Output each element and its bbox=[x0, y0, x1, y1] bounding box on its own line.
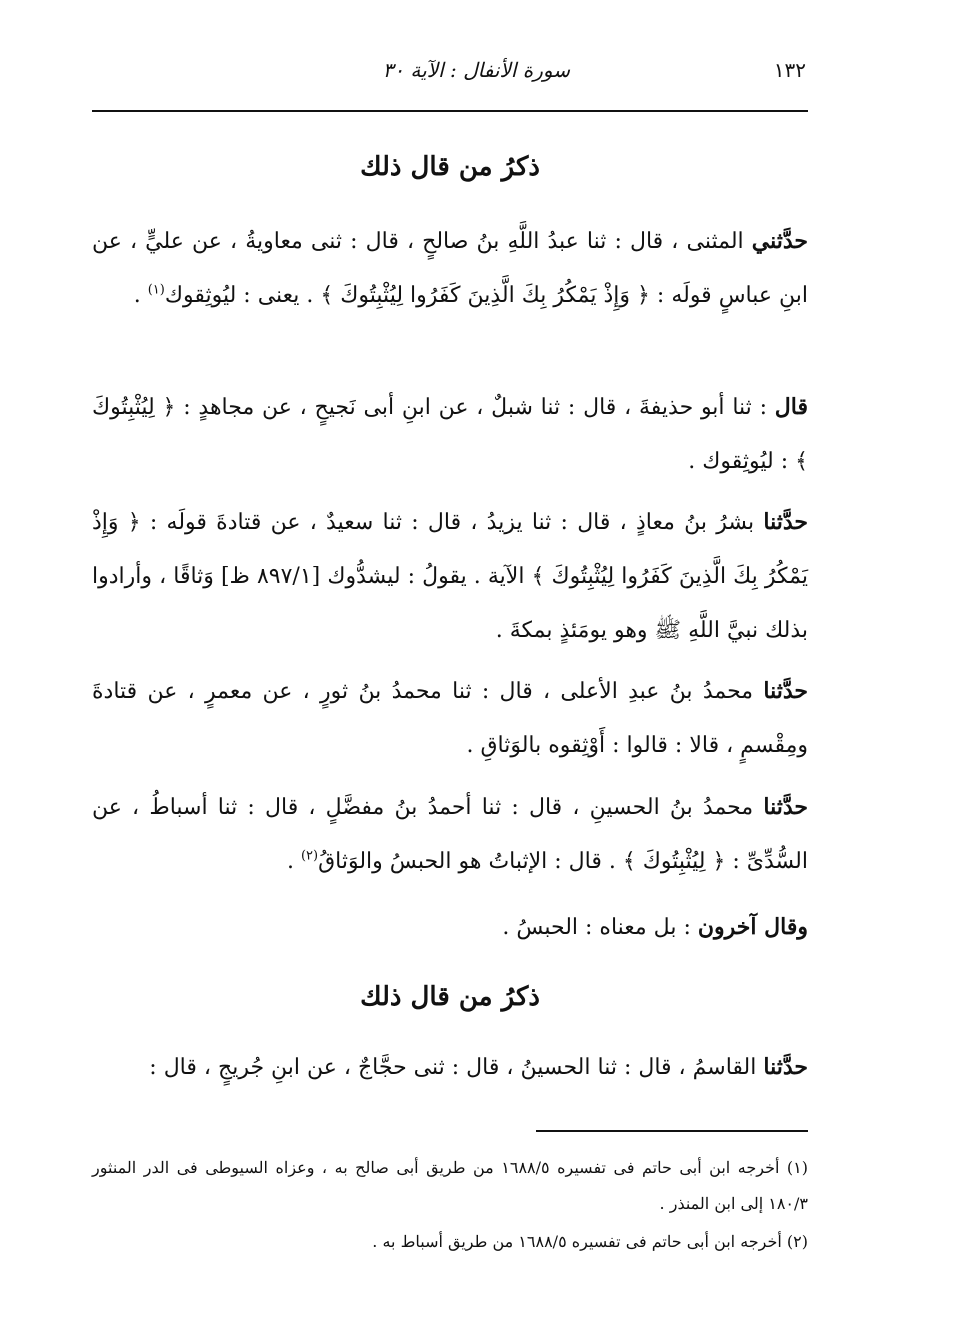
paragraph-lead: حدَّثنا bbox=[763, 509, 808, 535]
paragraph-text: : ثنا أبو حذيفةَ ، قال : ثنا شبلٌ ، عن ابنِ أبى نَجيحٍ ، عن مجاهدٍ : ﴿ لِيُثْبِتُوكَ ﴾ : ليُوثِقوك . bbox=[92, 395, 808, 474]
header-rule bbox=[92, 110, 808, 112]
paragraph-lead: قال bbox=[774, 394, 808, 420]
section-heading: ذكرُ من قال ذلك bbox=[360, 152, 540, 182]
paragraph-text: المثنى ، قال : ثنا عبدُ اللَّهِ بنُ صالحٍ ، قال : ثنى معاويةُ ، عن عليٍّ ، عن ابنِ عباسٍ قولَه : ﴿ وَإِذْ يَمْكُرُ بِكَ الَّذِينَ كَفَرُوا لِيُثْبِتُوكَ ﴾ . يعنى : ليُوثِقوك bbox=[92, 229, 808, 308]
footnote-2: (٢) أخرجه ابن أبى حاتم فى تفسيره ١٦٨٨/٥ من طريق أسباط به . bbox=[372, 1232, 808, 1251]
paragraph-2 bbox=[92, 380, 808, 489]
paragraph-lead: حدَّثنا bbox=[763, 678, 808, 704]
paragraph-7 bbox=[92, 1040, 808, 1095]
paragraph-lead: حدَّثني bbox=[751, 228, 808, 254]
running-title: سورة الأنفال : الآية ٣٠ bbox=[382, 58, 570, 82]
paragraph-text: : بل معناه : الحبسُ . bbox=[502, 915, 691, 940]
paragraph-5 bbox=[92, 780, 808, 889]
paragraph-end: . bbox=[286, 849, 301, 874]
footnote-marker: (٢) bbox=[300, 848, 319, 864]
running-header bbox=[92, 58, 806, 92]
paragraph-text: محمدُ بنُ عبدِ الأعلى ، قال : ثنا محمدُ بنُ ثورٍ ، عن معمرٍ ، عن قتادةَ ومِقْسمٍ ، قالا : قالوا : أَوْثِقوه بالوَثاقِ . bbox=[92, 679, 808, 758]
paragraph-lead: حدَّثنا bbox=[763, 1054, 808, 1080]
page-number: ١٣٢ bbox=[773, 58, 806, 82]
section-heading: ذكرُ من قال ذلك bbox=[360, 982, 540, 1012]
paragraph-lead: حدَّثنا bbox=[763, 794, 808, 820]
paragraph-4 bbox=[92, 664, 808, 773]
paragraph-end: . bbox=[133, 283, 148, 308]
paragraph-text: محمدُ بنُ الحسينِ ، قال : ثنا أحمدُ بنُ مفضَّلٍ ، قال : ثنا أسباطُ ، عن السُّدِّىِّ : ﴿ لِيُثْبِتُوكَ ﴾ . قال : الإثباتُ هو الحبسُ والوَثاقُ bbox=[92, 795, 808, 874]
paragraph-lead: وقال آخرون bbox=[697, 914, 808, 940]
paragraph-text: القاسمُ ، قال : ثنا الحسينُ ، قال : ثنى حجَّاجٌ ، عن ابنِ جُريجٍ ، قال : bbox=[149, 1055, 757, 1080]
footnote-marker: (١) bbox=[147, 282, 165, 298]
footnote-rule bbox=[536, 1130, 808, 1132]
paragraph-3 bbox=[92, 495, 808, 658]
paragraph-1 bbox=[92, 214, 808, 323]
paragraph-text: بشرُ بنُ معاذٍ ، قال : ثنا يزيدُ ، قال : ثنا سعيدٌ ، عن قتادةَ قولَه : ﴿ وَإِذْ يَمْكُرُ بِكَ الَّذِينَ كَفَرُوا لِيُثْبِتُوكَ ﴾ الآية . يقولُ : ليشدُّوك [٨٩٧/١ ظ] وَثاقًا ، وأرادوا بذلك نبيَّ اللَّهِ ﷺ وهو يومَئذٍ بمكةَ . bbox=[92, 510, 809, 643]
footnote-1: (١) أخرجه ابن أبى حاتم فى تفسيره ١٦٨٨/٥ من طريق أبى صالح به ، وعزاه السيوطى فى الدر المنثور ١٨٠/٣ إلى ابن المنذر . bbox=[92, 1158, 809, 1213]
paragraph-6 bbox=[92, 900, 808, 955]
